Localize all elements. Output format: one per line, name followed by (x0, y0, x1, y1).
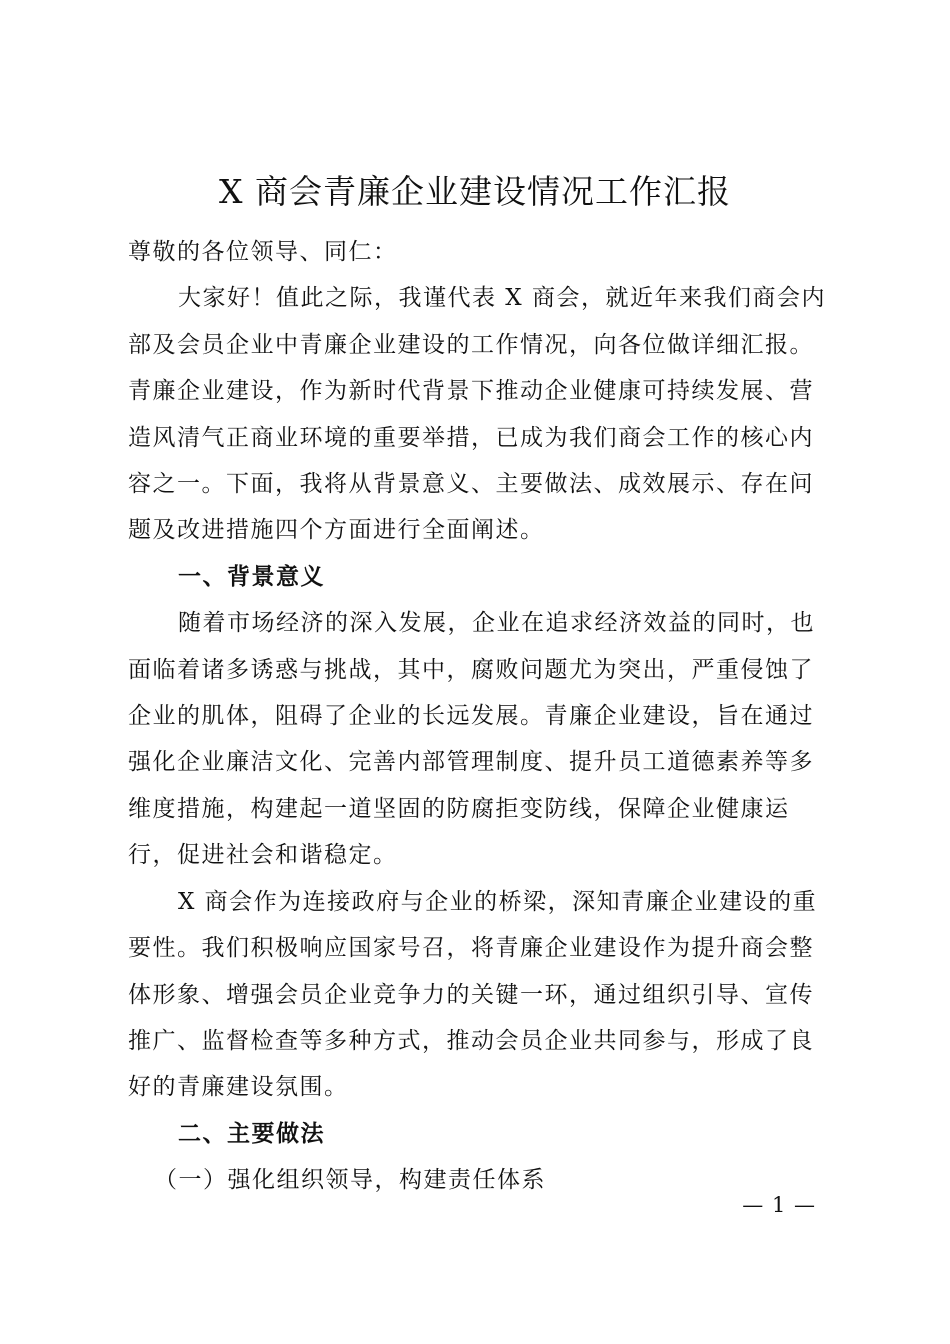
paragraph-intro: 大家好！值此之际，我谨代表 X 商会，就近年来我们商会内部及会员企业中青廉企业建设的工作情况，向各位做详细汇报。青廉企业建设，作为新时代背景下推动企业健康可持续发展、营造风清气正商业环境的重要举措，已成为我们商会工作的核心内容之一。下面，我将从背景意义、主要做法、成效展示、存在问题及改进措施四个方面进行全面阐述。 (128, 285, 826, 544)
document-title: X 商会青廉企业建设情况工作汇报 (219, 172, 731, 211)
paragraph-background-1: 随着市场经济的深入发展，企业在追求经济效益的同时，也面临着诸多诱惑与挑战，其中，腐败问题尤为突出，严重侵蚀了企业的肌体，阻碍了企业的长远发展。青廉企业建设，旨在通过强化企业廉洁文化、完善内部管理制度、提升员工道德素养等多维度措施，构建起一道坚固的防腐拒变防线，保障企业健康运行，促进社会和谐稳定。 (128, 610, 815, 869)
paragraph-background-2: X 商会作为连接政府与企业的桥梁，深知青廉企业建设的重要性。我们积极响应国家号召，将青廉企业建设作为提升商会整体形象、增强会员企业竞争力的关键一环，通过组织引导、宣传推广、监督检查等多种方式，推动会员企业共同参与，形成了良好的青廉建设氛围。 (128, 888, 818, 1101)
page-number: — 1 — (742, 1193, 816, 1217)
salutation: 尊敬的各位领导、同仁： (128, 239, 398, 265)
subsection-heading-organization: （一）强化组织领导，构建责任体系 (154, 1167, 546, 1194)
section-heading-main-practices: 二、主要做法 (178, 1120, 325, 1147)
section-heading-background: 一、背景意义 (178, 563, 325, 590)
document-body (128, 229, 828, 1204)
